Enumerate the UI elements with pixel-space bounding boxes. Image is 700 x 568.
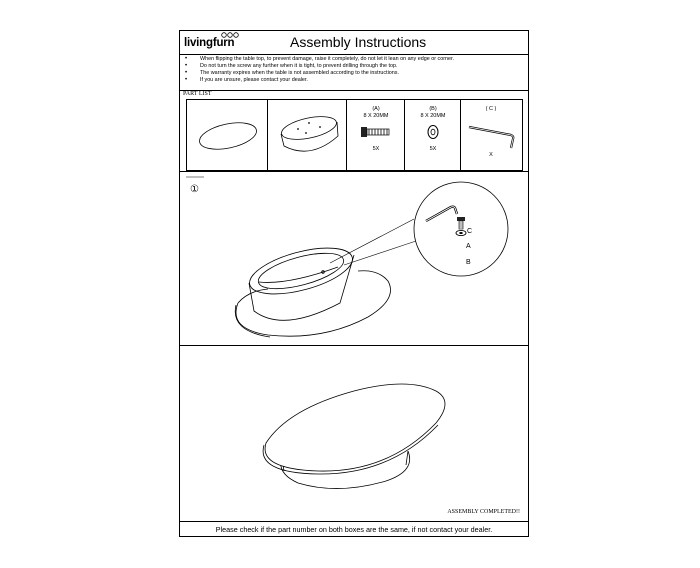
logo-mark-icon xyxy=(221,32,239,38)
bullet-icon: • xyxy=(185,63,188,69)
part-cell-washer-b xyxy=(405,100,461,170)
completed-table-drawing xyxy=(258,379,454,491)
part-size: 8 X 20MM xyxy=(420,113,446,119)
footer-note: Please check if the part number on both boxes are the same, if not contact your dealer. xyxy=(180,521,528,537)
base-part-icon xyxy=(276,114,342,160)
note-item: Do not turn the screw any further when it is tight, to prevent drilling through the top. xyxy=(200,63,398,69)
part-qty: 5X xyxy=(429,146,437,152)
page-title: Assembly Instructions xyxy=(290,34,427,50)
part-cell-table-top xyxy=(187,100,268,170)
brand-logo: livingfurn xyxy=(184,37,235,49)
step-1-number: ① xyxy=(190,184,199,195)
callout-c: C xyxy=(467,228,473,235)
allen-key-icon xyxy=(467,120,523,150)
part-list-label: PART LIST xyxy=(183,91,212,97)
part-qty: 5X xyxy=(372,146,380,152)
assembly-completed-label: ASSEMBLY COMPLETED!! xyxy=(447,509,520,515)
callout-a: A xyxy=(466,243,471,250)
note-item: When flipping the table top, to prevent damage, raise it completely, do not let it lean on any edge or corner. xyxy=(200,56,455,62)
safety-notes xyxy=(180,55,528,91)
note-item: The warranty expires when the table is not assembled according to the instructions. xyxy=(200,70,399,76)
part-letter: (B) xyxy=(429,106,437,112)
part-cell-base xyxy=(268,100,347,170)
washer-icon xyxy=(425,124,441,140)
bullet-icon: • xyxy=(185,70,188,76)
detail-zoom-circle xyxy=(413,181,513,281)
part-list-table xyxy=(186,99,523,171)
part-letter: ( C ) xyxy=(485,106,497,112)
header xyxy=(180,31,528,55)
callout-b: B xyxy=(466,259,471,266)
bullet-icon: • xyxy=(185,56,188,62)
instruction-sheet xyxy=(179,30,529,537)
screw-icon xyxy=(360,124,392,140)
note-item: If you are unsure, please contact your dealer. xyxy=(200,77,308,83)
table-top-part-icon xyxy=(197,120,259,152)
part-size: 8 X 20MM xyxy=(363,113,389,119)
part-qty: X xyxy=(489,152,493,158)
part-letter: (A) xyxy=(372,106,380,112)
part-cell-screw-a xyxy=(347,100,405,170)
part-cell-allen-key-c xyxy=(461,100,522,170)
bullet-icon: • xyxy=(185,77,188,83)
